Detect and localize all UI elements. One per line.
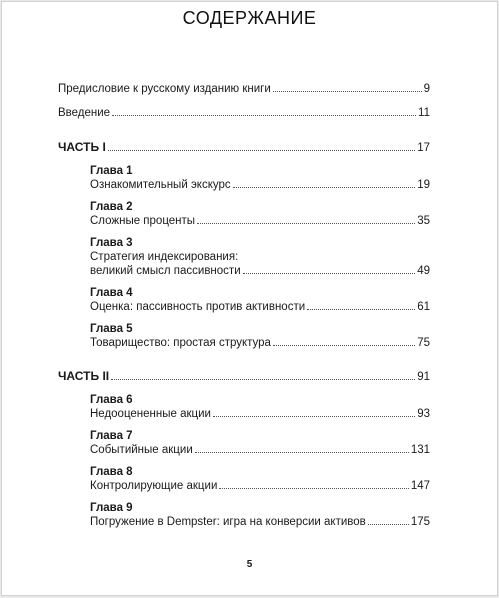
toc-chapter-9[interactable]	[90, 515, 430, 529]
dot-leader	[111, 378, 415, 380]
toc-page-number: 93	[417, 408, 430, 420]
toc-page-number: 175	[410, 516, 430, 528]
toc-page-number: 147	[410, 480, 430, 492]
toc-entry-introduction[interactable]	[58, 106, 430, 120]
toc-page-number: 75	[417, 337, 430, 349]
toc-page-number: 17	[417, 142, 430, 154]
toc-page-number: 131	[410, 444, 430, 456]
part-label: ЧАСТЬ I	[58, 140, 106, 154]
chapter-4-head: Глава 4	[90, 287, 133, 299]
page-footer-number: 5	[246, 559, 253, 570]
chapter-3-title-line1: Стратегия индексирования:	[90, 251, 239, 263]
dot-leader	[112, 114, 416, 116]
toc-page-number: 91	[417, 371, 430, 383]
toc-entry-label: Событийные акции	[90, 444, 193, 456]
dot-leader	[273, 90, 422, 92]
toc-page-number: 35	[417, 215, 430, 227]
chapter-3-head: Глава 3	[90, 237, 133, 249]
toc-entry-label: Погружение в Dempster: игра на конверсии активов	[90, 516, 366, 528]
toc-chapter-3[interactable]	[90, 264, 430, 278]
page-title: СОДЕРЖАНИЕ	[182, 8, 317, 28]
toc-part-1[interactable]	[58, 140, 430, 155]
chapter-2-head: Глава 2	[90, 201, 133, 213]
toc-chapter-8[interactable]	[90, 479, 430, 493]
dot-leader	[233, 186, 416, 188]
toc-entry-label: Недооцененные акции	[90, 408, 211, 420]
dot-leader	[219, 487, 408, 489]
chapter-6-head: Глава 6	[90, 394, 133, 406]
chapter-1-head: Глава 1	[90, 165, 133, 177]
chapter-8-head: Глава 8	[90, 466, 133, 478]
toc-page-number: 49	[417, 265, 430, 277]
toc-chapter-2[interactable]	[90, 214, 430, 228]
toc-chapter-7[interactable]	[90, 443, 430, 457]
dot-leader	[368, 523, 409, 525]
toc-entry-label: Оценка: пассивность против активности	[90, 301, 306, 313]
toc-page-number: 11	[418, 107, 430, 119]
part-label: ЧАСТЬ II	[58, 369, 110, 383]
toc-page-number: 9	[423, 83, 430, 95]
toc-part-2[interactable]	[58, 369, 430, 384]
chapter-9-head: Глава 9	[90, 502, 133, 514]
toc-entry-label: Товарищество: простая структура	[90, 337, 271, 349]
toc-entry-preface[interactable]	[58, 82, 430, 96]
dot-leader	[197, 222, 415, 224]
toc-entry-label: Сложные проценты	[90, 215, 196, 227]
document-page	[1, 1, 498, 596]
toc-chapter-4[interactable]	[90, 300, 430, 314]
chapter-5-head: Глава 5	[90, 323, 133, 335]
toc-entry-label: Ознакомительный экскурс	[90, 179, 231, 191]
toc-entry-label: великий смысл пассивности	[90, 265, 241, 277]
dot-leader	[108, 149, 415, 151]
dot-leader	[213, 415, 415, 417]
toc-entry-label: Введение	[58, 107, 111, 119]
dot-leader	[273, 344, 415, 346]
toc-entry-label: Предисловие к русскому изданию книги	[58, 83, 271, 95]
toc-chapter-1[interactable]	[90, 178, 430, 192]
dot-leader	[243, 272, 416, 274]
dot-leader	[307, 308, 415, 310]
toc-chapter-5[interactable]	[90, 336, 430, 350]
chapter-7-head: Глава 7	[90, 430, 133, 442]
toc-entry-label: Контролирующие акции	[90, 480, 218, 492]
toc-page-number: 61	[417, 301, 430, 313]
dot-leader	[195, 451, 409, 453]
toc-chapter-6[interactable]	[90, 407, 430, 421]
toc-page-number: 19	[417, 179, 430, 191]
